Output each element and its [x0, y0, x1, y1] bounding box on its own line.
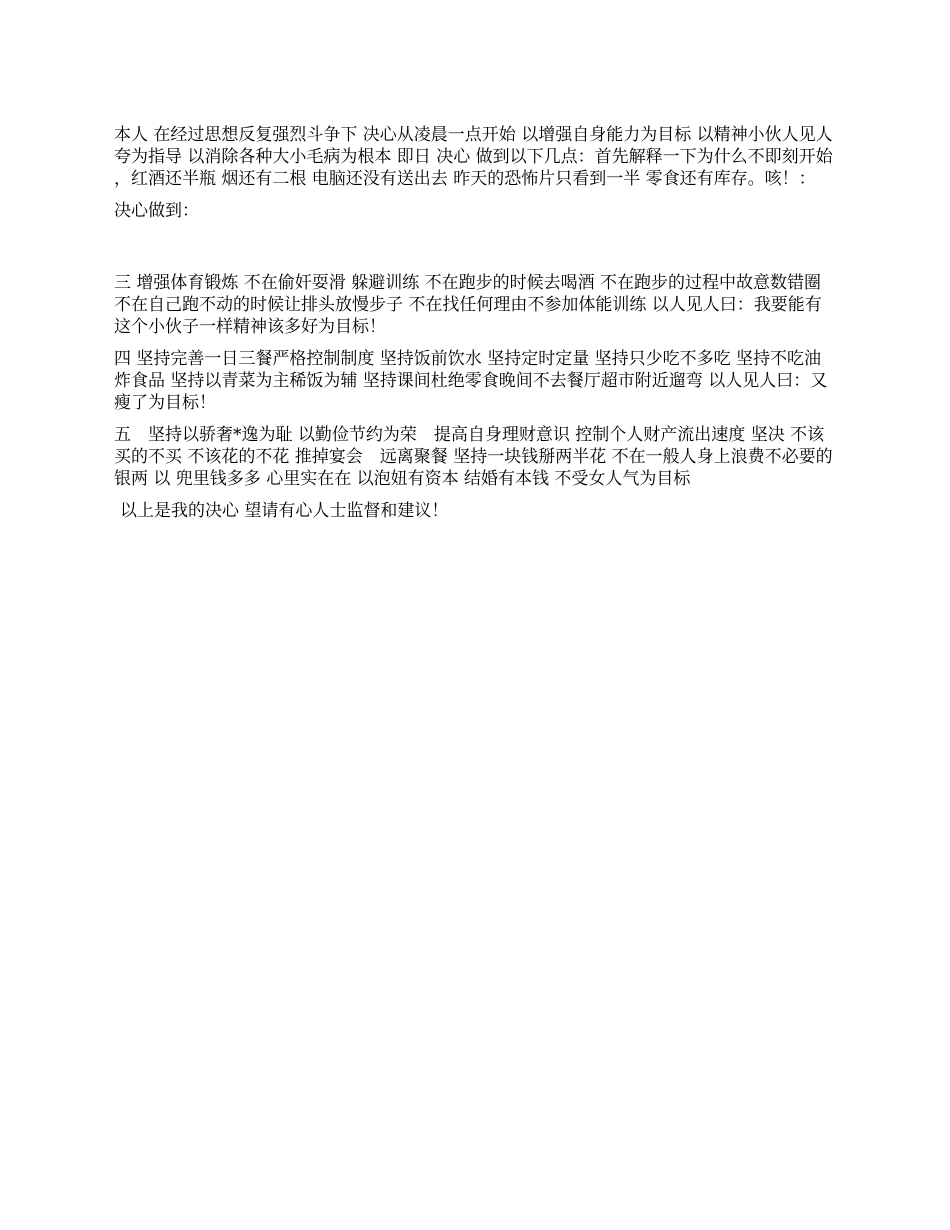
- resolution-item-3: 三 增强体育锻炼 不在偷奸耍滑 躲避训练 不在跑步的时候去喝酒 不在跑步的过程中故意数错圈 不在自己跑不动的时候让排头放慢步子 不在找任何理由不参加体能训练 以人见人曰：我要能有这个小伙子一样精神该多好为目标！: [114, 273, 822, 337]
- document-body: [114, 124, 838, 532]
- blank-gap: [114, 232, 838, 272]
- intro-paragraph: 本人 在经过思想反复强烈斗争下 决心从凌晨一点开始 以增强自身能力为目标 以精神小伙人见人夸为指导 以消除各种大小毛病为根本 即日 决心 做到以下几点：首先解释一下为什么不即刻开始 ，红酒还半瓶 烟还有二根 电脑还没有送出去 昨天的恐怖片只看到一半 零食还有库存。咳！：: [114, 125, 833, 189]
- closing-statement: 以上是我的决心 望请有心人士监督和建议！: [120, 501, 449, 521]
- resolution-item-5: 五 坚持以骄奢*逸为耻 以勤俭节约为荣 提高自身理财意识 控制个人财产流出速度 坚决 不该买的不买 不该花的不花 推掉宴会 远离聚餐 坚持一块钱掰两半花 不在一般人身上浪费不必要的银两 以 兜里钱多多 心里实在在 以泡妞有资本 结婚有本钱 不受女人气为目标: [114, 425, 833, 489]
- resolution-item-4: 四 坚持完善一日三餐严格控制制度 坚持饭前饮水 坚持定时定量 坚持只少吃不多吃 坚持不吃油炸食品 坚持以青菜为主稀饭为辅 坚持课间杜绝零食晚间不去餐厅超市附近遛弯 以人见人曰：又瘦了为目标！: [114, 349, 828, 413]
- resolve-heading: 决心做到：: [114, 201, 199, 221]
